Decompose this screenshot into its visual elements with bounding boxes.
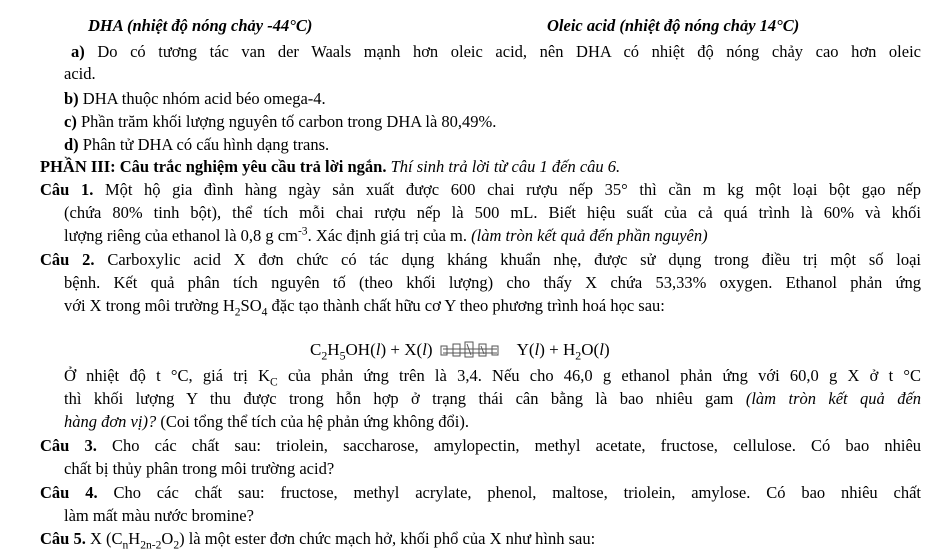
option-a-continuation: acid. (64, 64, 96, 83)
question-5-label: Câu 5. (40, 529, 86, 548)
question-2-line-1 (40, 250, 921, 270)
question-2-line-6 (64, 412, 469, 432)
option-c-label: c) (64, 112, 77, 131)
option-b-label: b) (64, 89, 79, 108)
question-4-line-2: làm mất màu nước bromine? (64, 506, 254, 525)
question-5-line-1 (40, 529, 595, 549)
option-b-text: DHA thuộc nhóm acid béo omega-4. (82, 89, 326, 108)
question-3-line-1 (40, 436, 921, 456)
question-1-label: Câu 1. (40, 180, 94, 199)
option-c-text: Phần trăm khối lượng nguyên tố carbon trong DHA là 80,49%. (80, 112, 497, 131)
q2-rounding-note: (làm tròn kết quả đến (745, 389, 922, 408)
q2-mass-question: thì khối lượng Y thu được trong hỗn hợp ở trạng thái cân bằng là bao nhiêu gam (64, 389, 734, 408)
equation-reactants: $C_2H_5OH(l) + X(l)$ (310, 340, 433, 363)
equation-products: $Y(l) + H_2O(l)$ (516, 340, 610, 363)
q2-so-text: SO (240, 296, 262, 315)
q5-formula-start: X (C (89, 529, 123, 548)
question-3-text: Cho các chất sau: triolein, saccharose, amylopectin, methyl acetate, fructose, cellulose. Có bao nhiêu (112, 436, 922, 455)
q2-kc-text: Ở nhiệt độ t °C, giá trị K (64, 366, 271, 385)
q5-text: ) là một ester đơn chức mạch hở, khối phổ của X như hình sau: (179, 529, 596, 548)
question-1-find-m: . Xác định giá trị của m. (307, 226, 468, 245)
question-2-text: Carboxylic acid X đơn chức có tác dụng kháng khuẩn nhẹ, được sử dụng trong điều trị một số loại (107, 250, 922, 269)
q2-sub-2: 2 (234, 306, 241, 319)
question-1-text: Một hộ gia đình hàng ngày sản xuất được 600 chai rượu nếp 35° thì cần m kg một loại bột gạo nếp (104, 180, 921, 199)
question-4-text: Cho các chất sau: fructose, methyl acrylate, phenol, maltose, triolein, amylose. Có bao nhiêu chất (113, 483, 921, 502)
option-d-label: d) (64, 135, 79, 154)
option-d-text: Phân tử DHA có cấu hình dạng trans. (82, 135, 330, 154)
question-2-label: Câu 2. (40, 250, 95, 269)
chemical-equation (310, 340, 610, 361)
q5-formula-o: O (161, 529, 174, 548)
question-1-exponent: -3 (297, 225, 308, 238)
q5-sub-2n-2: 2n-2 (140, 539, 162, 551)
question-1-density-text: lượng riêng của ethanol là 0,8 g cm (64, 226, 298, 245)
oleic-acid-label: Oleic acid (nhiệt độ nóng chảy 14°C) (547, 16, 800, 35)
question-4-label: Câu 4. (40, 483, 98, 502)
option-b (64, 89, 326, 109)
question-4-line-1 (40, 483, 921, 503)
q2-kc-sub: C (270, 376, 278, 389)
option-c (64, 112, 496, 132)
part-three-heading (40, 157, 620, 177)
question-1-line-1 (40, 180, 921, 200)
question-2-line-4 (64, 366, 921, 389)
part-three-title: PHẦN III: Câu trắc nghiệm yêu cầu trả lời ngắn. (40, 157, 387, 176)
option-a (71, 42, 921, 62)
q2-volume-note: (Coi tổng thể tích của hệ phản ứng không đổi). (160, 412, 469, 431)
option-d (64, 135, 329, 155)
part-three-instruction: Thí sinh trả lời từ câu 1 đến câu 6. (390, 157, 621, 176)
question-2-line-3 (64, 296, 665, 319)
question-1-rounding-note: (làm tròn kết quả đến phần nguyên) (471, 226, 708, 245)
question-1-line-3 (64, 226, 708, 246)
q5-sub-n: n (122, 539, 129, 551)
question-2-line-5 (64, 389, 921, 409)
q2-medium-text: với X trong môi trường H (64, 296, 235, 315)
question-2-line-2: bệnh. Kết quả phân tích nguyên tố (theo khối lượng) cho thấy X chứa 53,33% oxygen. Ethanol phản ứng (64, 273, 921, 292)
q2-rounding-note-end: hàng đơn vị)? (64, 412, 157, 431)
question-3-label: Câu 3. (40, 436, 97, 455)
option-a-label: a) (71, 42, 85, 61)
equilibrium-arrow-icon (439, 341, 511, 361)
question-3-line-2: chất bị thủy phân trong môi trường acid? (64, 459, 335, 478)
q2-reaction-conditions: của phản ứng trên là 3,4. Nếu cho 46,0 g ethanol phản ứng với 60,0 g X ở t °C (287, 366, 921, 385)
option-a-text: Do có tương tác van der Waals mạnh hơn oleic acid, nên DHA có nhiệt độ nóng chảy cao hơn oleic (97, 42, 921, 61)
q5-formula-h: H (128, 529, 141, 548)
q2-equation-intro: đặc tạo thành chất hữu cơ Y theo phương trình hoá học sau: (271, 296, 665, 315)
q2-sub-4: 4 (261, 306, 268, 319)
question-1-line-2: (chứa 80% tinh bột), thể tích mỗi chai rượu nếp là 500 mL. Biết hiệu suất của cả quá trình là 60% và khối (64, 203, 921, 222)
dha-label: DHA (nhiệt độ nóng chảy -44°C) (88, 16, 313, 35)
q5-sub-2: 2 (173, 539, 180, 551)
